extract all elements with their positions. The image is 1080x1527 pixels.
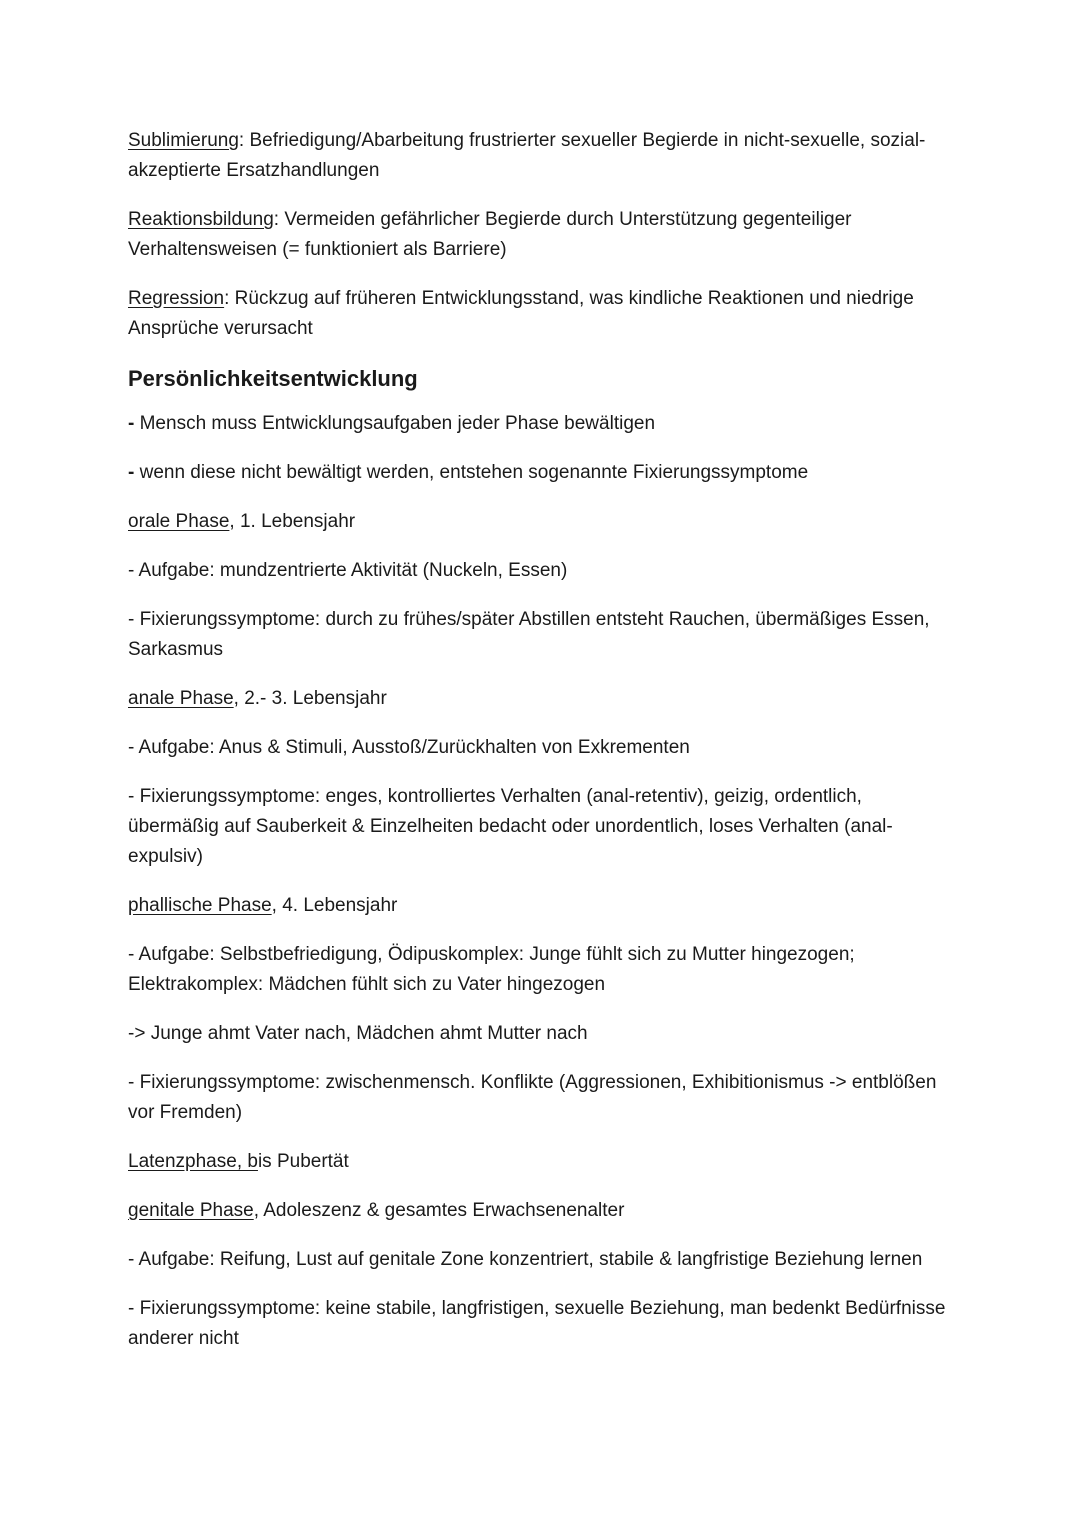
definition-regression <box>128 284 958 344</box>
definition-text: : Befriedigung/Abarbeitung frustrierter sexueller Begierde in nicht-sexuelle, sozial-akzeptierte Ersatzhandlungen <box>128 130 926 181</box>
dash-bullet: - <box>128 462 135 483</box>
document-page <box>128 126 958 1373</box>
phase-title-phallic <box>128 891 958 921</box>
phase-name: orale Phase <box>128 511 230 532</box>
phase-age: is Pubertät <box>257 1151 349 1172</box>
phase-title-oral <box>128 507 958 537</box>
phase-symptoms: - Fixierungssymptome: zwischenmensch. Konflikte (Aggressionen, Exhibitionismus -> entblößen vor Fremden) <box>128 1072 937 1123</box>
phase-age: , 2.- 3. Lebensjahr <box>233 688 387 709</box>
phase-symptoms: - Fixierungssymptome: enges, kontrolliertes Verhalten (anal-retentiv), geizig, ordentlich, übermäßig auf Sauberkeit & Einzelheiten bedacht oder unordentlich, loses Verhalten (anal-expulsiv) <box>128 786 893 867</box>
phase-age: , 4. Lebensjahr <box>271 895 398 916</box>
intro-item <box>128 409 958 439</box>
phase-task: - Aufgabe: Anus & Stimuli, Ausstoß/Zurückhalten von Exkrementen <box>128 737 690 758</box>
definition-reaktionsbildung <box>128 205 958 265</box>
phase-name: phallische Phase <box>128 895 272 916</box>
phase-title-latency <box>128 1147 958 1177</box>
intro-text: wenn diese nicht bewältigt werden, entstehen sogenannte Fixierungssymptome <box>134 462 809 483</box>
definition-text: : Rückzug auf früheren Entwicklungsstand, was kindliche Reaktionen und niedrige Ansprüche verursacht <box>128 288 914 339</box>
definition-text: : Vermeiden gefährlicher Begierde durch Unterstützung gegenteiliger Verhaltensweisen (= funktioniert als Barriere) <box>128 209 852 260</box>
phase-task: - Aufgabe: mundzentrierte Aktivität (Nuckeln, Essen) <box>128 560 568 581</box>
phase-symptoms: - Fixierungssymptome: durch zu frühes/später Abstillen entsteht Rauchen, übermäßiges Essen, Sarkasmus <box>128 609 930 660</box>
definition-sublimierung <box>128 126 958 186</box>
phase-name: genitale Phase <box>128 1200 254 1221</box>
phase-age: , 1. Lebensjahr <box>229 511 356 532</box>
phase-task: - Aufgabe: Selbstbefriedigung, Ödipuskomplex: Junge fühlt sich zu Mutter hingezogen; Elektrakomplex: Mädchen fühlt sich zu Vater hingezogen <box>128 944 855 995</box>
intro-text: Mensch muss Entwicklungsaufgaben jeder Phase bewältigen <box>134 413 656 434</box>
term-sublimierung: Sublimierung <box>128 130 239 151</box>
phase-name: Latenzphase, b <box>128 1151 258 1172</box>
term-regression: Regression <box>128 288 225 309</box>
intro-item <box>128 458 958 488</box>
section-heading: Persönlichkeitsentwicklung <box>128 366 418 391</box>
phase-title-genital <box>128 1196 958 1226</box>
phase-age: , Adoleszenz & gesamtes Erwachsenenalter <box>253 1200 625 1221</box>
term-reaktionsbildung: Reaktionsbildung <box>128 209 274 230</box>
phase-title-anal <box>128 684 958 714</box>
dash-bullet: - <box>128 413 135 434</box>
phase-note: -> Junge ahmt Vater nach, Mädchen ahmt Mutter nach <box>128 1023 588 1044</box>
phase-task: - Aufgabe: Reifung, Lust auf genitale Zone konzentriert, stabile & langfristige Beziehung lernen <box>128 1249 923 1270</box>
phase-symptoms: - Fixierungssymptome: keine stabile, langfristigen, sexuelle Beziehung, man bedenkt Bedürfnisse anderer nicht <box>128 1298 946 1349</box>
phase-name: anale Phase <box>128 688 234 709</box>
